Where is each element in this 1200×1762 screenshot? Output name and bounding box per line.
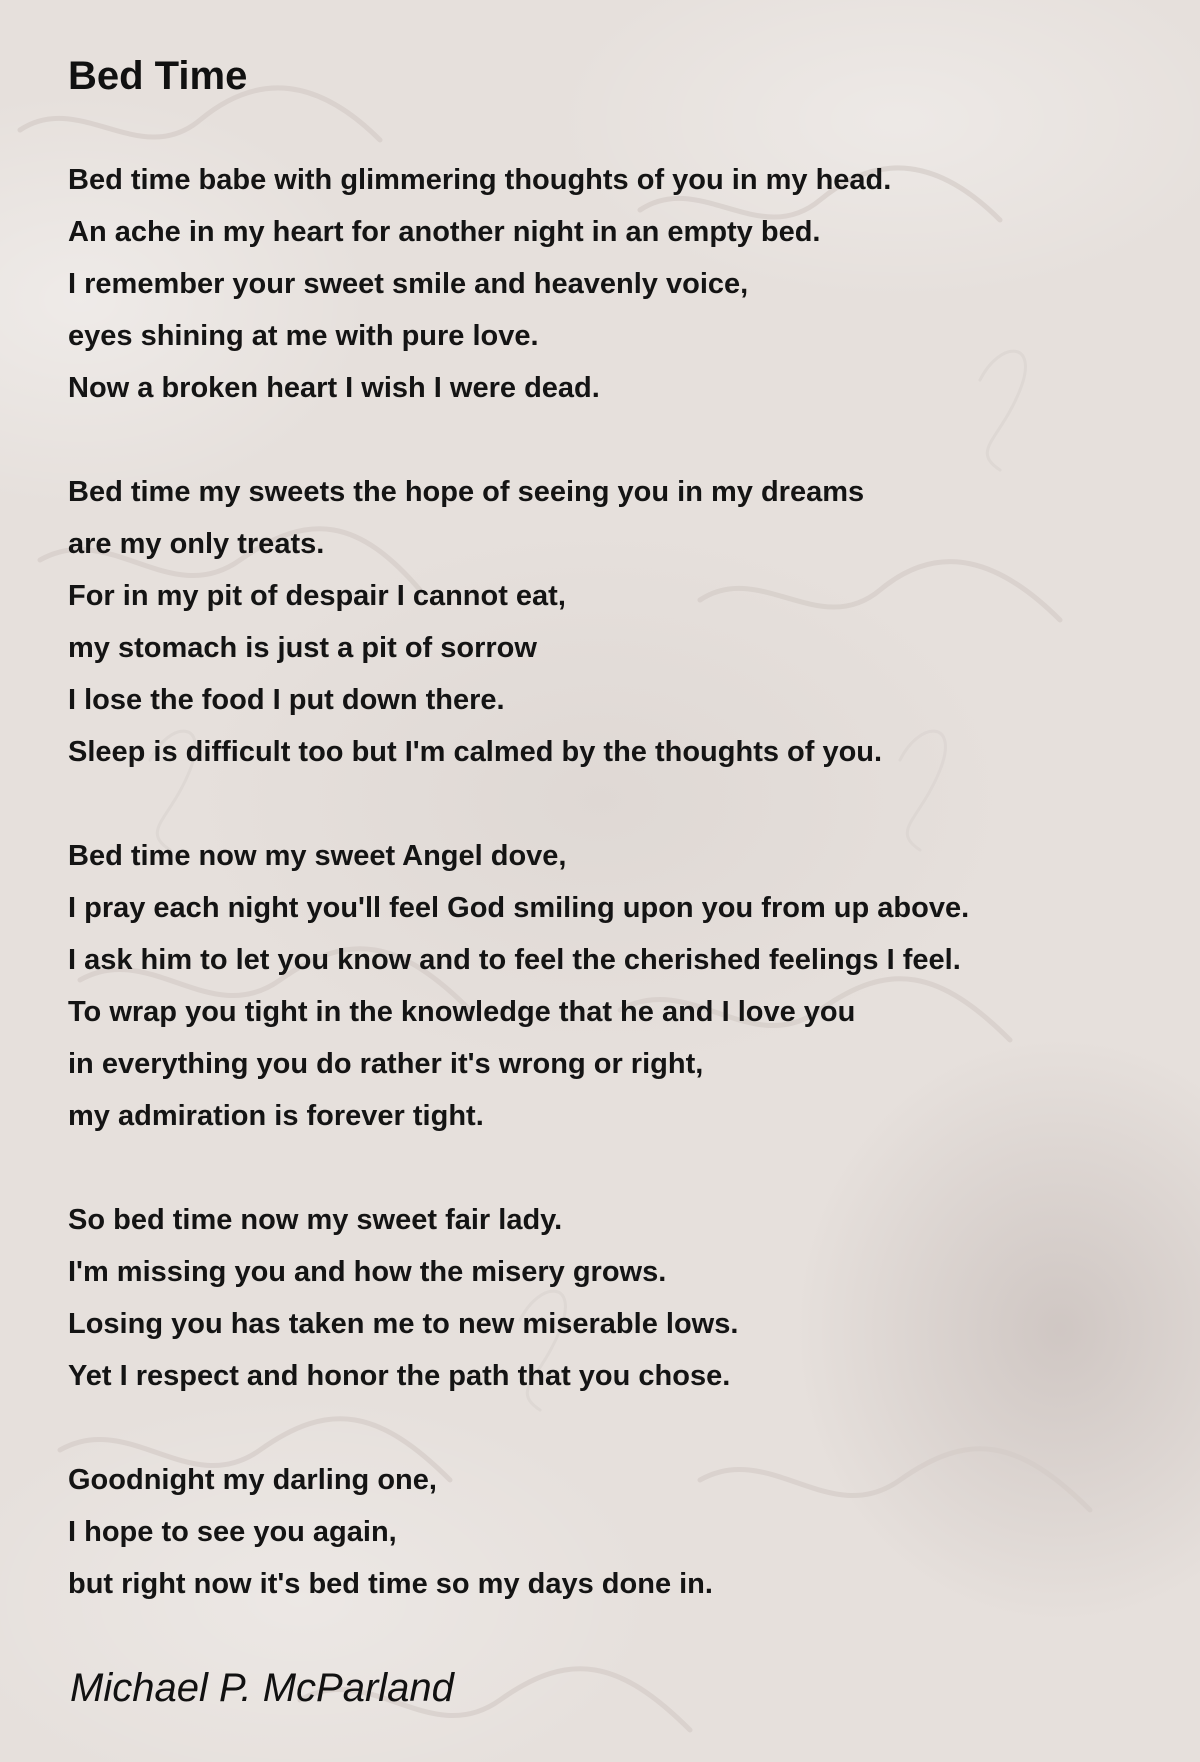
poem-line: I hope to see you again,: [68, 1516, 397, 1548]
poem-title: Bed Time: [68, 54, 248, 98]
stanza-1: [68, 154, 1168, 414]
poem-line: my admiration is forever tight.: [68, 1100, 484, 1132]
poem-line: Now a broken heart I wish I were dead.: [68, 372, 600, 404]
stanza-5: [68, 1454, 1168, 1610]
poem-line: but right now it's bed time so my days done in.: [68, 1568, 713, 1600]
poem-line: Bed time my sweets the hope of seeing you in my dreams: [68, 476, 865, 508]
poem-line: Bed time babe with glimmering thoughts of you in my head.: [68, 164, 892, 196]
poem-line: are my only treats.: [68, 528, 325, 560]
stanza-2: [68, 466, 1168, 778]
poem-container: [68, 46, 1168, 1662]
poem-line: I remember your sweet smile and heavenly voice,: [68, 268, 749, 300]
stanza-4: [68, 1194, 1168, 1402]
poem-line: I lose the food I put down there.: [68, 684, 505, 716]
poem-line: eyes shining at me with pure love.: [68, 320, 539, 352]
poem-author: Michael P. McParland: [70, 1666, 454, 1710]
stanza-3: [68, 830, 1168, 1142]
poem-line: Bed time now my sweet Angel dove,: [68, 840, 567, 872]
poem-line: my stomach is just a pit of sorrow: [68, 632, 537, 664]
poem-line: An ache in my heart for another night in an empty bed.: [68, 216, 821, 248]
poem-line: I ask him to let you know and to feel the cherished feelings I feel.: [68, 944, 961, 976]
poem-line: Goodnight my darling one,: [68, 1464, 437, 1496]
poem-line: Yet I respect and honor the path that you chose.: [68, 1360, 731, 1392]
poem-line: So bed time now my sweet fair lady.: [68, 1204, 563, 1236]
poem-line: Sleep is difficult too but I'm calmed by the thoughts of you.: [68, 736, 883, 768]
poem-line: To wrap you tight in the knowledge that he and I love you: [68, 996, 856, 1028]
poem-line: I pray each night you'll feel God smiling upon you from up above.: [68, 892, 970, 924]
poem-body: [68, 154, 1168, 1610]
poem-line: Losing you has taken me to new miserable lows.: [68, 1308, 739, 1340]
poem-line: For in my pit of despair I cannot eat,: [68, 580, 566, 612]
poem-line: in everything you do rather it's wrong or right,: [68, 1048, 704, 1080]
poem-line: I'm missing you and how the misery grows.: [68, 1256, 667, 1288]
